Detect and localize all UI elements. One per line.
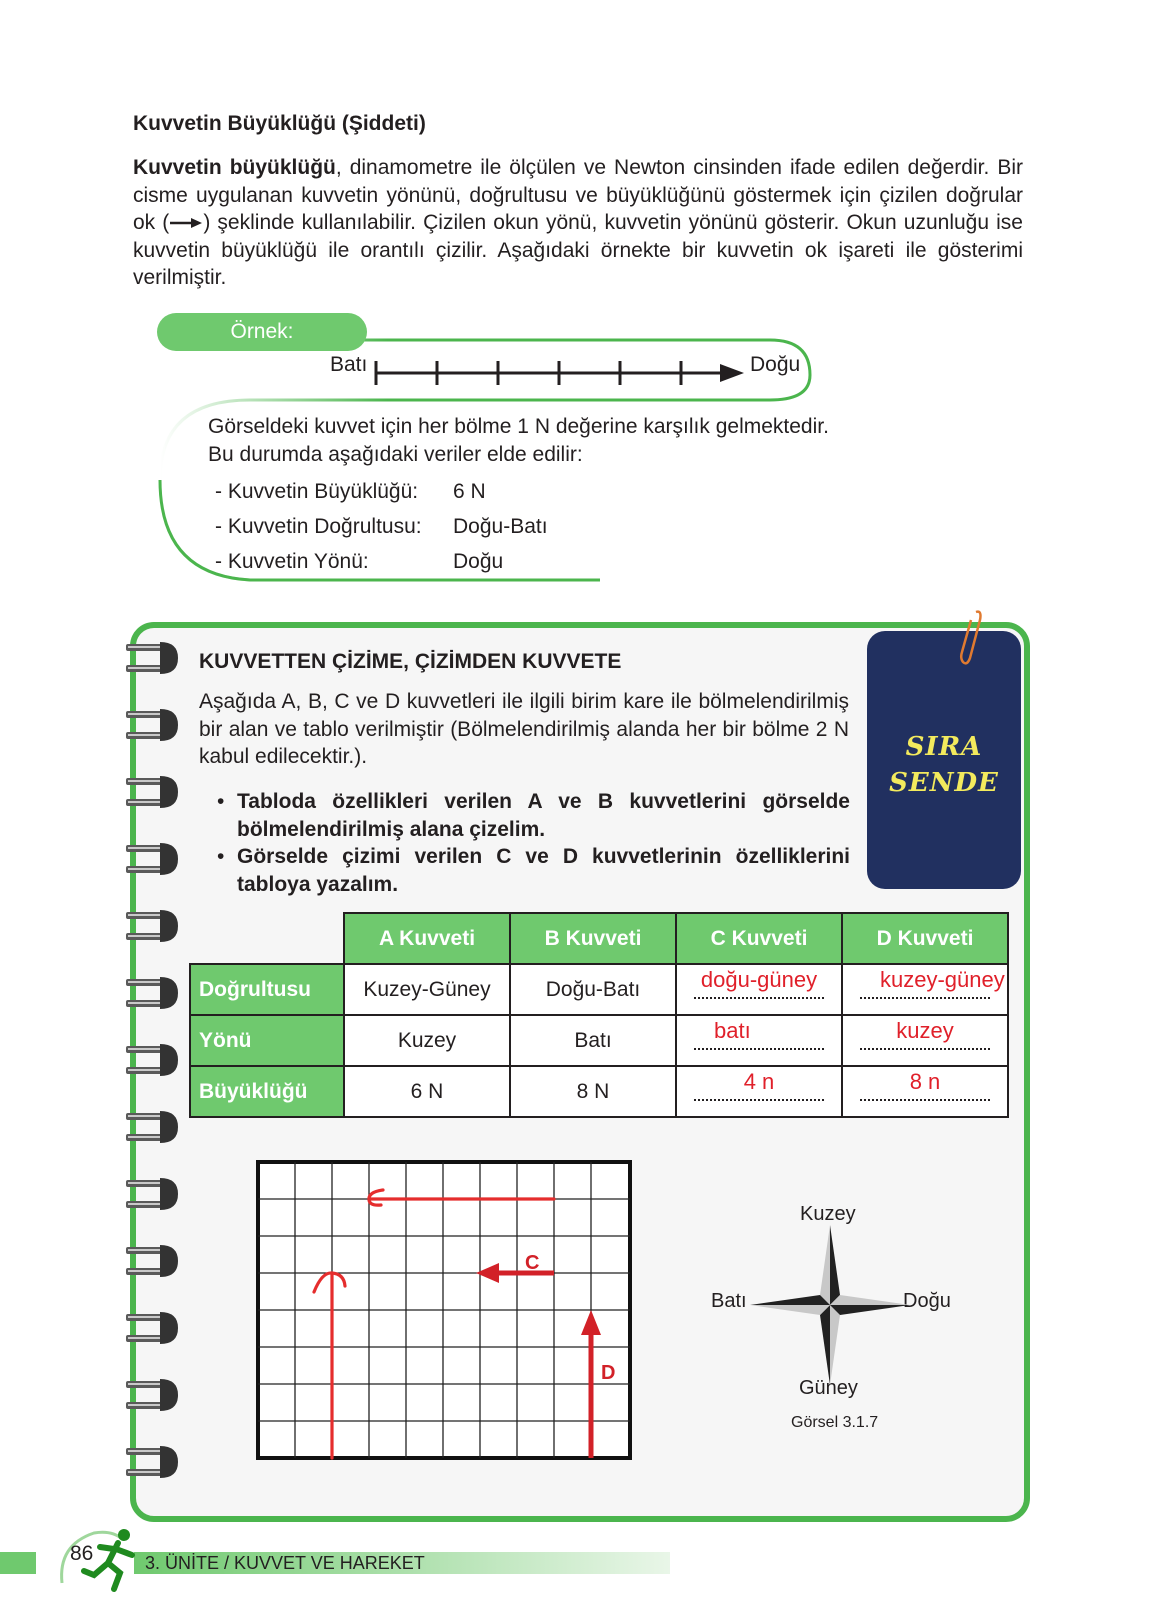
- spiral-ring-icon: [126, 1176, 182, 1212]
- spiral-ring-icon: [126, 1377, 182, 1413]
- figure-caption: Görsel 3.1.7: [791, 1414, 879, 1431]
- example-east-label: Doğu: [750, 353, 801, 376]
- example-line-2: Bu durumda aşağıdaki veriler elde edilir:: [208, 443, 583, 466]
- cell-b-magnitude: 8 N: [510, 1066, 676, 1117]
- compass-north-label: Kuzey: [800, 1203, 856, 1225]
- spiral-ring-icon: [126, 1042, 182, 1078]
- spiral-ring-icon: [126, 1310, 182, 1346]
- cell-a-magnitude: 6 N: [344, 1066, 510, 1117]
- row-header-line-of-action: Doğrultusu: [190, 964, 344, 1015]
- row-header-magnitude: Büyüklüğü: [190, 1066, 344, 1117]
- intro-bold-term: Kuvvetin büyüklüğü: [133, 156, 336, 179]
- cell-a-direction: Kuzey: [344, 1015, 510, 1066]
- row-header-direction: Yönü: [190, 1015, 344, 1066]
- answer-d-magnitude[interactable]: 8 n: [842, 1066, 1008, 1117]
- spiral-ring-icon: [126, 707, 182, 743]
- unit-title: 3. ÜNİTE / KUVVET VE HAREKET: [145, 1553, 425, 1573]
- example-line-of-action-value: Doğu-Batı: [453, 515, 548, 538]
- example-line-of-action-label: - Kuvvetin Doğrultusu:: [215, 515, 422, 538]
- intro-paragraph: Kuvvetin büyüklüğü, dinamometre ile ölçülen ve Newton cinsinden ifade edilen değerdir. Bir cisme uygulanan kuvvetin yönünü, doğrultusu ve büyüklüğünü göstermek için çizilen doğrular ok ( ) şeklinde kullanılabilir. Çizilen okun yönü, kuvvetin yönünü gösterir. Okun uzunluğu ise kuvvetin büyüklüğü ile orantılı çizilir. Aşağıdaki örnekte bir kuvvetin ok işareti ile gösterimi verilmiştir.: [133, 156, 1023, 289]
- spiral-ring-icon: [126, 774, 182, 810]
- cell-a-line: Kuzey-Güney: [344, 964, 510, 1015]
- footer-accent: [0, 1552, 36, 1574]
- compass-east-label: Doğu: [903, 1290, 951, 1312]
- instruction-item: • Görselde çizimi verilen C ve D kuvvetlerinin özelliklerini tabloya yazalım.: [215, 843, 850, 898]
- spiral-ring-icon: [126, 1243, 182, 1279]
- example-label: Örnek:: [157, 313, 367, 351]
- activity-text: Aşağıda A, B, C ve D kuvvetleri ile ilgili birim kare ile bölmelendirilmiş bir alan ve tablo verilmiştir (Bölmelendirilmiş alanda her bir bölme 2 N kabul edilecektir.).: [199, 690, 849, 768]
- badge-line-1: SIRA: [905, 732, 983, 762]
- cell-b-line: Doğu-Batı: [510, 964, 676, 1015]
- table-row: [190, 964, 1008, 1015]
- answer-c-line[interactable]: doğu-güney: [676, 964, 842, 1015]
- spiral-ring-icon: [126, 908, 182, 944]
- col-header-d: D Kuvveti: [842, 913, 1008, 964]
- page-number: 86: [70, 1542, 94, 1565]
- col-header-b: B Kuvveti: [510, 913, 676, 964]
- col-header-c: C Kuvveti: [676, 913, 842, 964]
- answer-c-direction[interactable]: batı: [676, 1015, 842, 1066]
- compass-south-label: Güney: [799, 1377, 858, 1399]
- runner-logo-icon: [54, 1525, 138, 1595]
- example-force-arrow: [374, 358, 746, 388]
- your-turn-badge: [867, 631, 1021, 889]
- force-c-label: C: [525, 1252, 540, 1274]
- section-title: Kuvvetin Büyüklüğü (Şiddeti): [133, 112, 426, 135]
- instruction-item: • Tabloda özellikleri verilen A ve B kuvvetlerini görselde bölmelendirilmiş alana çizelim.: [215, 788, 850, 843]
- drawing-grid[interactable]: [256, 1160, 636, 1465]
- spiral-ring-icon: [126, 975, 182, 1011]
- paperclip-icon: [958, 608, 986, 668]
- example-magnitude-value: 6 N: [453, 480, 486, 503]
- badge-line-2: SENDE: [889, 768, 999, 798]
- activity-title: KUVVETTEN ÇİZİME, ÇİZİMDEN KUVVETE: [199, 650, 622, 673]
- example-line-1: Görseldeki kuvvet için her bölme 1 N değerine karşılık gelmektedir.: [208, 415, 829, 438]
- col-header-a: A Kuvveti: [344, 913, 510, 964]
- cell-b-direction: Batı: [510, 1015, 676, 1066]
- example-west-label: Batı: [330, 353, 368, 376]
- answer-d-line[interactable]: kuzey-güney: [842, 964, 1008, 1015]
- activity-instructions: [215, 788, 850, 898]
- force-d-label: D: [601, 1362, 616, 1384]
- spiral-ring-icon: [126, 1109, 182, 1145]
- compass-west-label: Batı: [711, 1290, 747, 1312]
- example-direction-label: - Kuvvetin Yönü:: [215, 550, 369, 573]
- table-row: [190, 1015, 1008, 1066]
- table-row: [190, 1066, 1008, 1117]
- arrow-icon: [169, 216, 203, 230]
- example-direction-value: Doğu: [453, 550, 504, 573]
- forces-table: [189, 912, 1009, 1118]
- spiral-ring-icon: [126, 640, 182, 676]
- example-magnitude-label: - Kuvvetin Büyüklüğü:: [215, 480, 419, 503]
- spiral-ring-icon: [126, 1444, 182, 1480]
- spiral-ring-icon: [126, 841, 182, 877]
- compass-rose-icon: [750, 1225, 910, 1385]
- answer-d-direction[interactable]: kuzey: [842, 1015, 1008, 1066]
- answer-c-magnitude[interactable]: 4 n: [676, 1066, 842, 1117]
